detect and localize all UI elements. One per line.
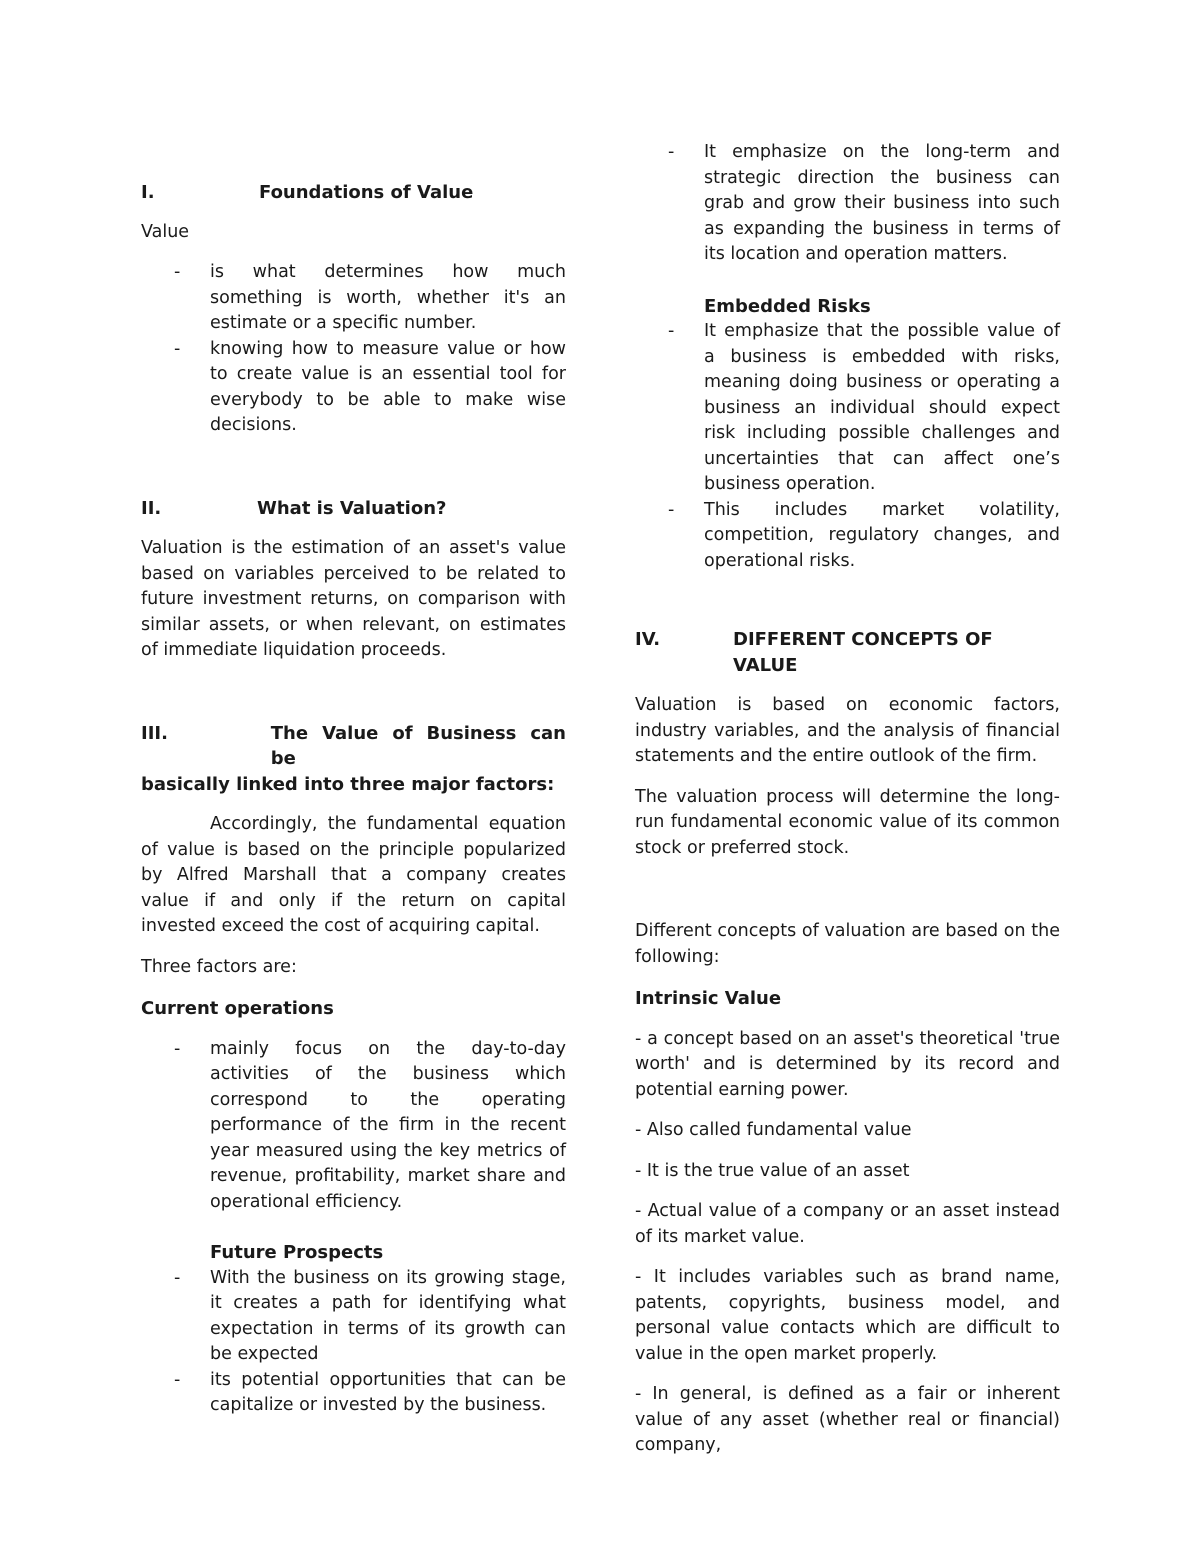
intrinsic-item: - It includes variables such as brand name, patents, copyrights, business model, and personal value contacts which are difficult to value in the open market properly. <box>635 1267 1060 1364</box>
section-4-heading <box>635 627 1060 678</box>
list-item <box>635 140 1060 268</box>
dash-marker: - <box>668 499 675 520</box>
list-item <box>141 337 566 439</box>
list-item <box>141 1266 566 1368</box>
section-3-title-line1: The Value of Business can be <box>270 722 566 769</box>
dash-marker: - <box>174 1038 181 1059</box>
intrinsic-item: - Also called fundamental value <box>635 1120 912 1140</box>
intrinsic-item: - a concept based on an asset's theoretical 'true worth' and is determined by its record and potential earning power. <box>635 1028 1060 1100</box>
section-3-number: III. <box>141 722 168 744</box>
future-prospects-heading: Future Prospects <box>210 1242 384 1263</box>
section-4-paragraph-1: Valuation is based on economic factors, industry variables, and the analysis of financial statements and the entire outlook of the firm. <box>635 695 1060 766</box>
current-operations-heading: Current operations <box>141 998 334 1019</box>
section-4-paragraph-3: Different concepts of valuation are based on the following: <box>635 921 1060 967</box>
left-column <box>141 180 566 1419</box>
embedded-risks-heading: Embedded Risks <box>704 295 871 317</box>
section-4-number: IV. <box>635 629 661 650</box>
bullet-text: its potential opportunities that can be capitalize or invested by the business. <box>210 1369 566 1415</box>
intrinsic-item: - In general, is defined as a fair or inherent value of any asset (whether real or financial) company, <box>635 1384 1060 1455</box>
bullet-text: knowing how to measure value or how to create value is an essential tool for everybody to be able to make wise decisions. <box>210 338 566 435</box>
bullet-text: This includes market volatility, competition, regulatory changes, and operational risks. <box>704 499 1060 571</box>
section-3-paragraph <box>141 812 566 940</box>
dash-marker: - <box>174 1267 181 1288</box>
dash-marker: - <box>668 321 675 341</box>
bullet-text: It emphasize that the possible value of a business is embedded with risks, meaning doing business or operating a business an individual should expect risk including possible challenges and uncertainties that can affect one’s business operation. <box>704 321 1060 494</box>
future-prospects-bullets-continued <box>635 140 1060 268</box>
section-2-heading <box>141 496 566 522</box>
dash-marker: - <box>668 142 675 162</box>
section-2-title: What is Valuation? <box>257 497 447 519</box>
section-1-number: I. <box>141 182 155 203</box>
list-item <box>141 1037 566 1216</box>
bullet-text: It emphasize on the long-term and strategic direction the business can grab and grow their business into such as expanding the business in terms of its location and operation matters. <box>704 142 1060 264</box>
dash-marker: - <box>174 1369 181 1390</box>
right-column <box>635 140 1060 1459</box>
dash-marker: - <box>174 338 181 359</box>
current-operations-bullets <box>141 1037 566 1216</box>
list-item <box>635 498 1060 575</box>
section-3-title-line2: basically linked into three major factors: <box>141 773 555 795</box>
intrinsic-value-items <box>635 1027 1060 1459</box>
section-3-heading <box>141 721 566 798</box>
section-3-paragraph-text: Accordingly, the fundamental equation of value is based on the principle popularized by Alfred Marshall that a company creates value if and only if the return on capital invested exceed the cost of acquiring capital. <box>141 814 566 936</box>
intrinsic-item: - Actual value of a company or an asset instead of its market value. <box>635 1201 1060 1247</box>
intrinsic-item: - It is the true value of an asset <box>635 1160 910 1181</box>
intrinsic-value-heading: Intrinsic Value <box>635 988 782 1009</box>
section-2-number: II. <box>141 497 162 519</box>
bullet-text: is what determines how much something is worth, whether it's an estimate or a specific number. <box>210 262 566 333</box>
section-4-paragraph-2: The valuation process will determine the long-run fundamental economic value of its common stock or preferred stock. <box>635 786 1060 858</box>
dash-marker: - <box>174 262 181 282</box>
section-4-title: DIFFERENT CONCEPTS OF VALUE <box>733 629 993 676</box>
list-item <box>635 319 1060 498</box>
section-1-title: Foundations of Value <box>259 182 474 203</box>
list-item <box>141 260 566 337</box>
embedded-risks-bullets <box>635 319 1060 574</box>
factors-label: Three factors are: <box>141 956 297 977</box>
bullet-text: mainly focus on the day-to-day activities of the business which correspond to the operating performance of the firm in the recent year measured using the key metrics of revenue, profitability, market share and operational efficiency. <box>210 1038 566 1212</box>
future-prospects-bullets <box>141 1266 566 1419</box>
bullet-text: With the business on its growing stage, it creates a path for identifying what expectation in terms of its growth can be expected <box>210 1267 566 1364</box>
list-item <box>141 1368 566 1419</box>
section-1-intro: Value <box>141 221 190 242</box>
section-1-bullets <box>141 260 566 439</box>
section-2-body: Valuation is the estimation of an asset's value based on variables perceived to be related to future investment returns, on comparison with similar assets, or when relevant, on estimates of immediate liquidation proceeds. <box>141 538 566 660</box>
section-1-heading <box>141 180 566 206</box>
